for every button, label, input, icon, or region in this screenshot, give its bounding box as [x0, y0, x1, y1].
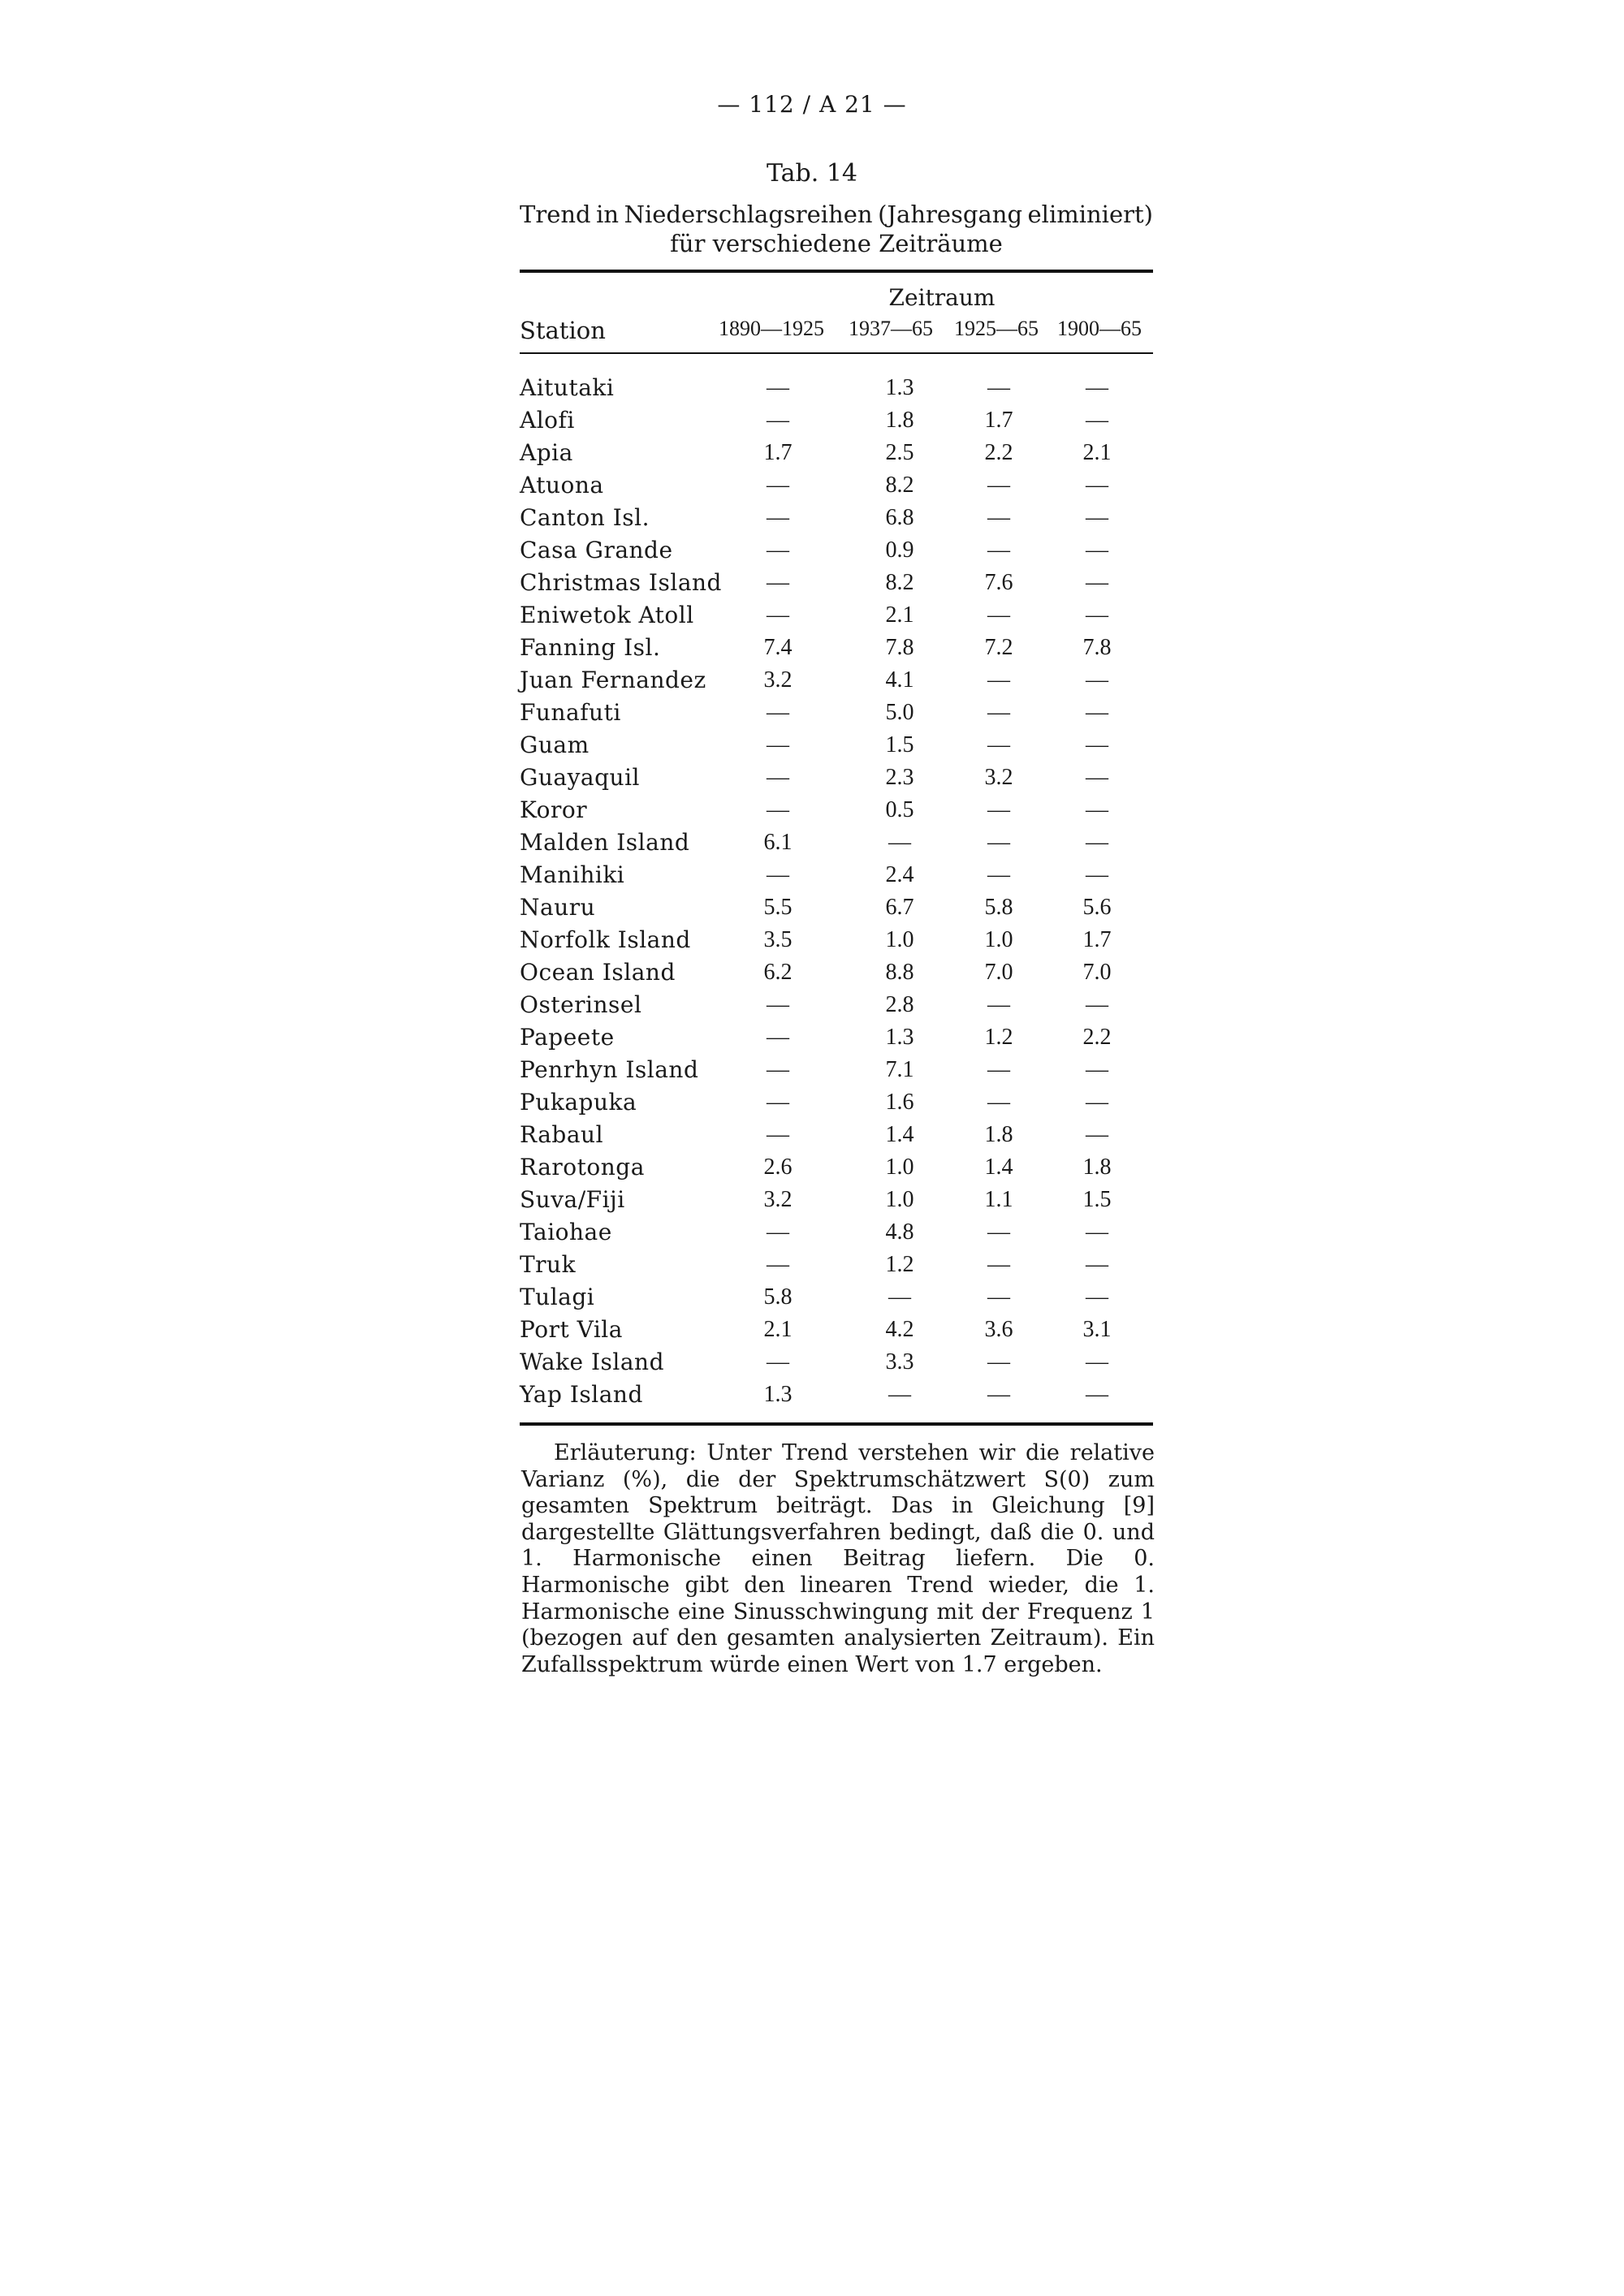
table-row — [520, 469, 1153, 502]
table-cell: — — [1086, 700, 1108, 725]
table-cell: — — [1086, 570, 1108, 595]
table-cell: — — [888, 830, 911, 855]
station-column-header: Station — [520, 317, 606, 344]
table-row — [520, 1054, 1153, 1086]
table-row — [520, 989, 1153, 1021]
table-row — [520, 924, 1153, 956]
title-word: Trend — [520, 201, 591, 228]
table-row — [520, 372, 1153, 404]
table-row — [520, 1021, 1153, 1054]
table-cell: — — [1086, 732, 1108, 757]
station-name: Osterinsel — [520, 991, 642, 1018]
table-cell: — — [1086, 667, 1108, 693]
table-row — [520, 567, 1153, 599]
table-cell: — — [767, 1057, 789, 1082]
table-cell: — — [1086, 830, 1108, 855]
station-name: Manihiki — [520, 861, 625, 888]
table-cell: — — [1086, 1057, 1108, 1082]
station-name: Norfolk Island — [520, 926, 691, 953]
table-cell: — — [767, 1025, 789, 1050]
station-name: Ocean Island — [520, 959, 676, 986]
table-row — [520, 1119, 1153, 1151]
station-name: Funafuti — [520, 699, 621, 726]
table-cell: 8.2 — [885, 473, 914, 498]
station-name: Tulagi — [520, 1284, 595, 1310]
column-header-1890-1925: 1890—1925 — [719, 317, 824, 340]
table-cell: — — [1086, 862, 1108, 887]
station-name: Taiohae — [520, 1219, 612, 1245]
note-text: Erläuterung: Unter Trend verstehen wir die relative Varianz (%), die der Spektrumschätzwert S(0) zum gesamten Spektrum beiträgt. Das in Gleichung [9] dargestellte Glättungsverfahren bedingt, daß die 0. und 1. Harmonische einen Beitrag liefern. Die 0. Harmonische gibt den linearen Trend wieder, die 1. Harmonische eine Sinusschwingung mit der Frequenz 1 (bezogen auf den gesamten analysierten Zeitraum). Ein Zufallsspektrum würde einen Wert von 1.7 ergeben. — [521, 1440, 1155, 1677]
table-cell: 5.6 — [1082, 895, 1112, 920]
table-row — [520, 437, 1153, 469]
table-row — [520, 502, 1153, 534]
table-cell: 4.8 — [885, 1219, 914, 1245]
table-cell: — — [987, 1252, 1010, 1277]
title-word: in — [596, 201, 620, 228]
table-cell: — — [767, 408, 789, 433]
table-cell: 7.0 — [1082, 960, 1112, 985]
table-cell: — — [1086, 1284, 1108, 1310]
table-cell: 4.1 — [885, 667, 914, 693]
table-cell: — — [767, 602, 789, 628]
table-row — [520, 404, 1153, 437]
station-name: Canton Isl. — [520, 504, 650, 531]
station-name: Guam — [520, 732, 590, 758]
table-cell: 7.0 — [984, 960, 1013, 985]
table-cell: 8.8 — [885, 960, 914, 985]
table-cell: — — [1086, 1349, 1108, 1375]
table-cell: — — [987, 1090, 1010, 1115]
table-cell: 1.3 — [763, 1382, 793, 1407]
table-cell: — — [767, 700, 789, 725]
table-cell: — — [987, 1284, 1010, 1310]
table-header-rule — [520, 352, 1153, 354]
table-cell: 1.6 — [885, 1090, 914, 1115]
station-name: Juan Fernandez — [520, 667, 706, 693]
table-cell: — — [888, 1284, 911, 1310]
table-cell: — — [767, 797, 789, 822]
table-cell: — — [987, 1219, 1010, 1245]
table-row — [520, 794, 1153, 826]
table-row — [520, 1216, 1153, 1249]
table-cell: 3.2 — [763, 667, 793, 693]
table-cell: 2.5 — [885, 440, 914, 465]
table-cell: 1.7 — [984, 408, 1013, 433]
table-cell: 5.0 — [885, 700, 914, 725]
station-name: Atuona — [520, 472, 604, 498]
title-word: eliminiert) — [1027, 201, 1153, 228]
table-row — [520, 1086, 1153, 1119]
table-cell: 1.2 — [885, 1252, 914, 1277]
table-cell: 2.3 — [885, 765, 914, 790]
table-bottom-rule — [520, 1422, 1153, 1426]
table-cell: — — [1086, 505, 1108, 530]
table-row — [520, 762, 1153, 794]
table-row — [520, 1314, 1153, 1346]
table-cell: 1.3 — [885, 1025, 914, 1050]
table-cell: — — [767, 473, 789, 498]
table-cell: 0.9 — [885, 537, 914, 563]
station-name: Yap Island — [520, 1381, 643, 1408]
table-cell: 7.2 — [984, 635, 1013, 660]
station-name: Christmas Island — [520, 569, 722, 596]
table-cell: — — [767, 375, 789, 400]
table-cell: 6.8 — [885, 505, 914, 530]
table-cell: — — [1086, 408, 1108, 433]
station-name: Apia — [520, 439, 573, 466]
table-cell: — — [767, 1252, 789, 1277]
table-cell: 5.5 — [763, 895, 793, 920]
table-cell: 1.0 — [885, 927, 914, 952]
table-cell: — — [987, 1349, 1010, 1375]
table-cell: 1.3 — [885, 375, 914, 400]
table-cell: — — [767, 1219, 789, 1245]
table-cell: — — [1086, 797, 1108, 822]
table-cell: — — [1086, 1382, 1108, 1407]
table-row — [520, 826, 1153, 859]
table-cell: 1.0 — [984, 927, 1013, 952]
table-cell: 1.1 — [984, 1187, 1013, 1212]
table-cell: 1.4 — [984, 1154, 1013, 1180]
station-name: Fanning Isl. — [520, 634, 661, 661]
station-name: Casa Grande — [520, 537, 673, 563]
table-cell: 2.1 — [763, 1317, 793, 1342]
station-name: Aitutaki — [520, 374, 615, 401]
table-cell: 2.6 — [763, 1154, 793, 1180]
table-cell: 6.1 — [763, 830, 793, 855]
table-row — [520, 664, 1153, 697]
table-cell: 1.0 — [885, 1154, 914, 1180]
table-cell: — — [888, 1382, 911, 1407]
table-row — [520, 1281, 1153, 1314]
table-cell: — — [987, 667, 1010, 693]
table-cell: 3.2 — [984, 765, 1013, 790]
table-cell: — — [987, 375, 1010, 400]
table-cell: 5.8 — [763, 1284, 793, 1310]
table-cell: — — [987, 830, 1010, 855]
table-cell: 2.2 — [1082, 1025, 1112, 1050]
station-name: Papeete — [520, 1024, 615, 1051]
table-cell: 1.7 — [763, 440, 793, 465]
table-row — [520, 729, 1153, 762]
station-name: Rabaul — [520, 1121, 604, 1148]
column-header-1900-65: 1900—65 — [1057, 317, 1142, 340]
zeitraum-header: Zeitraum — [888, 284, 996, 311]
table-row — [520, 697, 1153, 729]
table-cell: — — [987, 602, 1010, 628]
table-cell: 8.2 — [885, 570, 914, 595]
table-row — [520, 1151, 1153, 1184]
station-name: Rarotonga — [520, 1154, 645, 1180]
table-row — [520, 1184, 1153, 1216]
table-row — [520, 956, 1153, 989]
table-cell: 5.8 — [984, 895, 1013, 920]
station-name: Penrhyn Island — [520, 1056, 699, 1083]
table-cell: — — [1086, 537, 1108, 563]
table-cell: — — [987, 797, 1010, 822]
table-cell: — — [987, 537, 1010, 563]
table-title — [520, 200, 1153, 258]
table-cell: — — [767, 992, 789, 1017]
table-row — [520, 891, 1153, 924]
column-header-1925-65: 1925—65 — [954, 317, 1039, 340]
station-name: Koror — [520, 796, 588, 823]
table-cell: 1.7 — [1082, 927, 1112, 952]
station-name: Wake Island — [520, 1349, 665, 1375]
table-cell: — — [987, 992, 1010, 1017]
table-cell: — — [1086, 1252, 1108, 1277]
table-cell: 1.8 — [885, 408, 914, 433]
table-cell: 2.4 — [885, 862, 914, 887]
station-name: Suva/Fiji — [520, 1186, 625, 1213]
table-cell: — — [767, 862, 789, 887]
page-number: — 112 / A 21 — — [717, 91, 907, 118]
table-cell: — — [987, 473, 1010, 498]
table-cell: 2.1 — [1082, 440, 1112, 465]
table-cell: — — [1086, 375, 1108, 400]
table-row — [520, 534, 1153, 567]
table-cell: — — [767, 570, 789, 595]
table-row — [520, 632, 1153, 664]
table-cell: 1.0 — [885, 1187, 914, 1212]
table-cell: 7.1 — [885, 1057, 914, 1082]
table-cell: — — [767, 1090, 789, 1115]
title-word: Niederschlagsreihen — [624, 201, 873, 228]
table-cell: — — [987, 1382, 1010, 1407]
table-cell: 3.2 — [763, 1187, 793, 1212]
table-cell: — — [987, 862, 1010, 887]
station-name: Guayaquil — [520, 764, 640, 791]
table-cell: 4.2 — [885, 1317, 914, 1342]
station-name: Malden Island — [520, 829, 690, 856]
table-cell: 3.1 — [1082, 1317, 1112, 1342]
table-cell: 7.6 — [984, 570, 1013, 595]
table-cell: — — [987, 732, 1010, 757]
station-name: Port Vila — [520, 1316, 623, 1343]
table-body — [520, 372, 1153, 1411]
table-cell: — — [1086, 992, 1108, 1017]
table-cell: — — [767, 1349, 789, 1375]
title-word: (Jahresgang — [878, 201, 1023, 228]
table-cell: 1.2 — [984, 1025, 1013, 1050]
station-name: Truk — [520, 1251, 577, 1278]
table-cell: 1.5 — [1082, 1187, 1112, 1212]
table-title-line1 — [520, 200, 1153, 229]
table-cell: 0.5 — [885, 797, 914, 822]
table-cell: 1.8 — [984, 1122, 1013, 1147]
table-cell: — — [767, 537, 789, 563]
table-cell: — — [767, 732, 789, 757]
table-cell: — — [767, 765, 789, 790]
table-row — [520, 1346, 1153, 1379]
station-name: Alofi — [520, 407, 575, 434]
table-cell: — — [1086, 1122, 1108, 1147]
table-cell: 6.7 — [885, 895, 914, 920]
table-cell: 2.1 — [885, 602, 914, 628]
table-cell: 7.8 — [1082, 635, 1112, 660]
station-name: Nauru — [520, 894, 596, 921]
column-header-1937-65: 1937—65 — [849, 317, 933, 340]
table-cell: 2.2 — [984, 440, 1013, 465]
station-name: Eniwetok Atoll — [520, 602, 694, 628]
table-cell: 1.5 — [885, 732, 914, 757]
table-cell: 1.8 — [1082, 1154, 1112, 1180]
table-cell: — — [1086, 602, 1108, 628]
table-cell: 7.8 — [885, 635, 914, 660]
table-cell: — — [1086, 1090, 1108, 1115]
table-cell: — — [1086, 765, 1108, 790]
table-row — [520, 599, 1153, 632]
table-cell: 3.6 — [984, 1317, 1013, 1342]
table-cell: — — [767, 505, 789, 530]
table-cell: 6.2 — [763, 960, 793, 985]
table-cell: 3.3 — [885, 1349, 914, 1375]
table-cell: — — [987, 505, 1010, 530]
table-label: Tab. 14 — [766, 159, 858, 188]
station-name: Pukapuka — [520, 1089, 637, 1116]
table-cell: — — [987, 700, 1010, 725]
table-cell: 1.4 — [885, 1122, 914, 1147]
table-top-rule — [520, 270, 1153, 273]
table-cell: 2.8 — [885, 992, 914, 1017]
table-cell: — — [987, 1057, 1010, 1082]
explanation-note — [521, 1440, 1155, 1678]
table-row — [520, 1249, 1153, 1281]
table-cell: 3.5 — [763, 927, 793, 952]
table-row — [520, 1379, 1153, 1411]
table-cell: 7.4 — [763, 635, 793, 660]
table-cell: — — [767, 1122, 789, 1147]
table-title-line2: für verschiedene Zeiträume — [670, 230, 1003, 257]
table-cell: — — [1086, 1219, 1108, 1245]
table-row — [520, 859, 1153, 891]
table-cell: — — [1086, 473, 1108, 498]
